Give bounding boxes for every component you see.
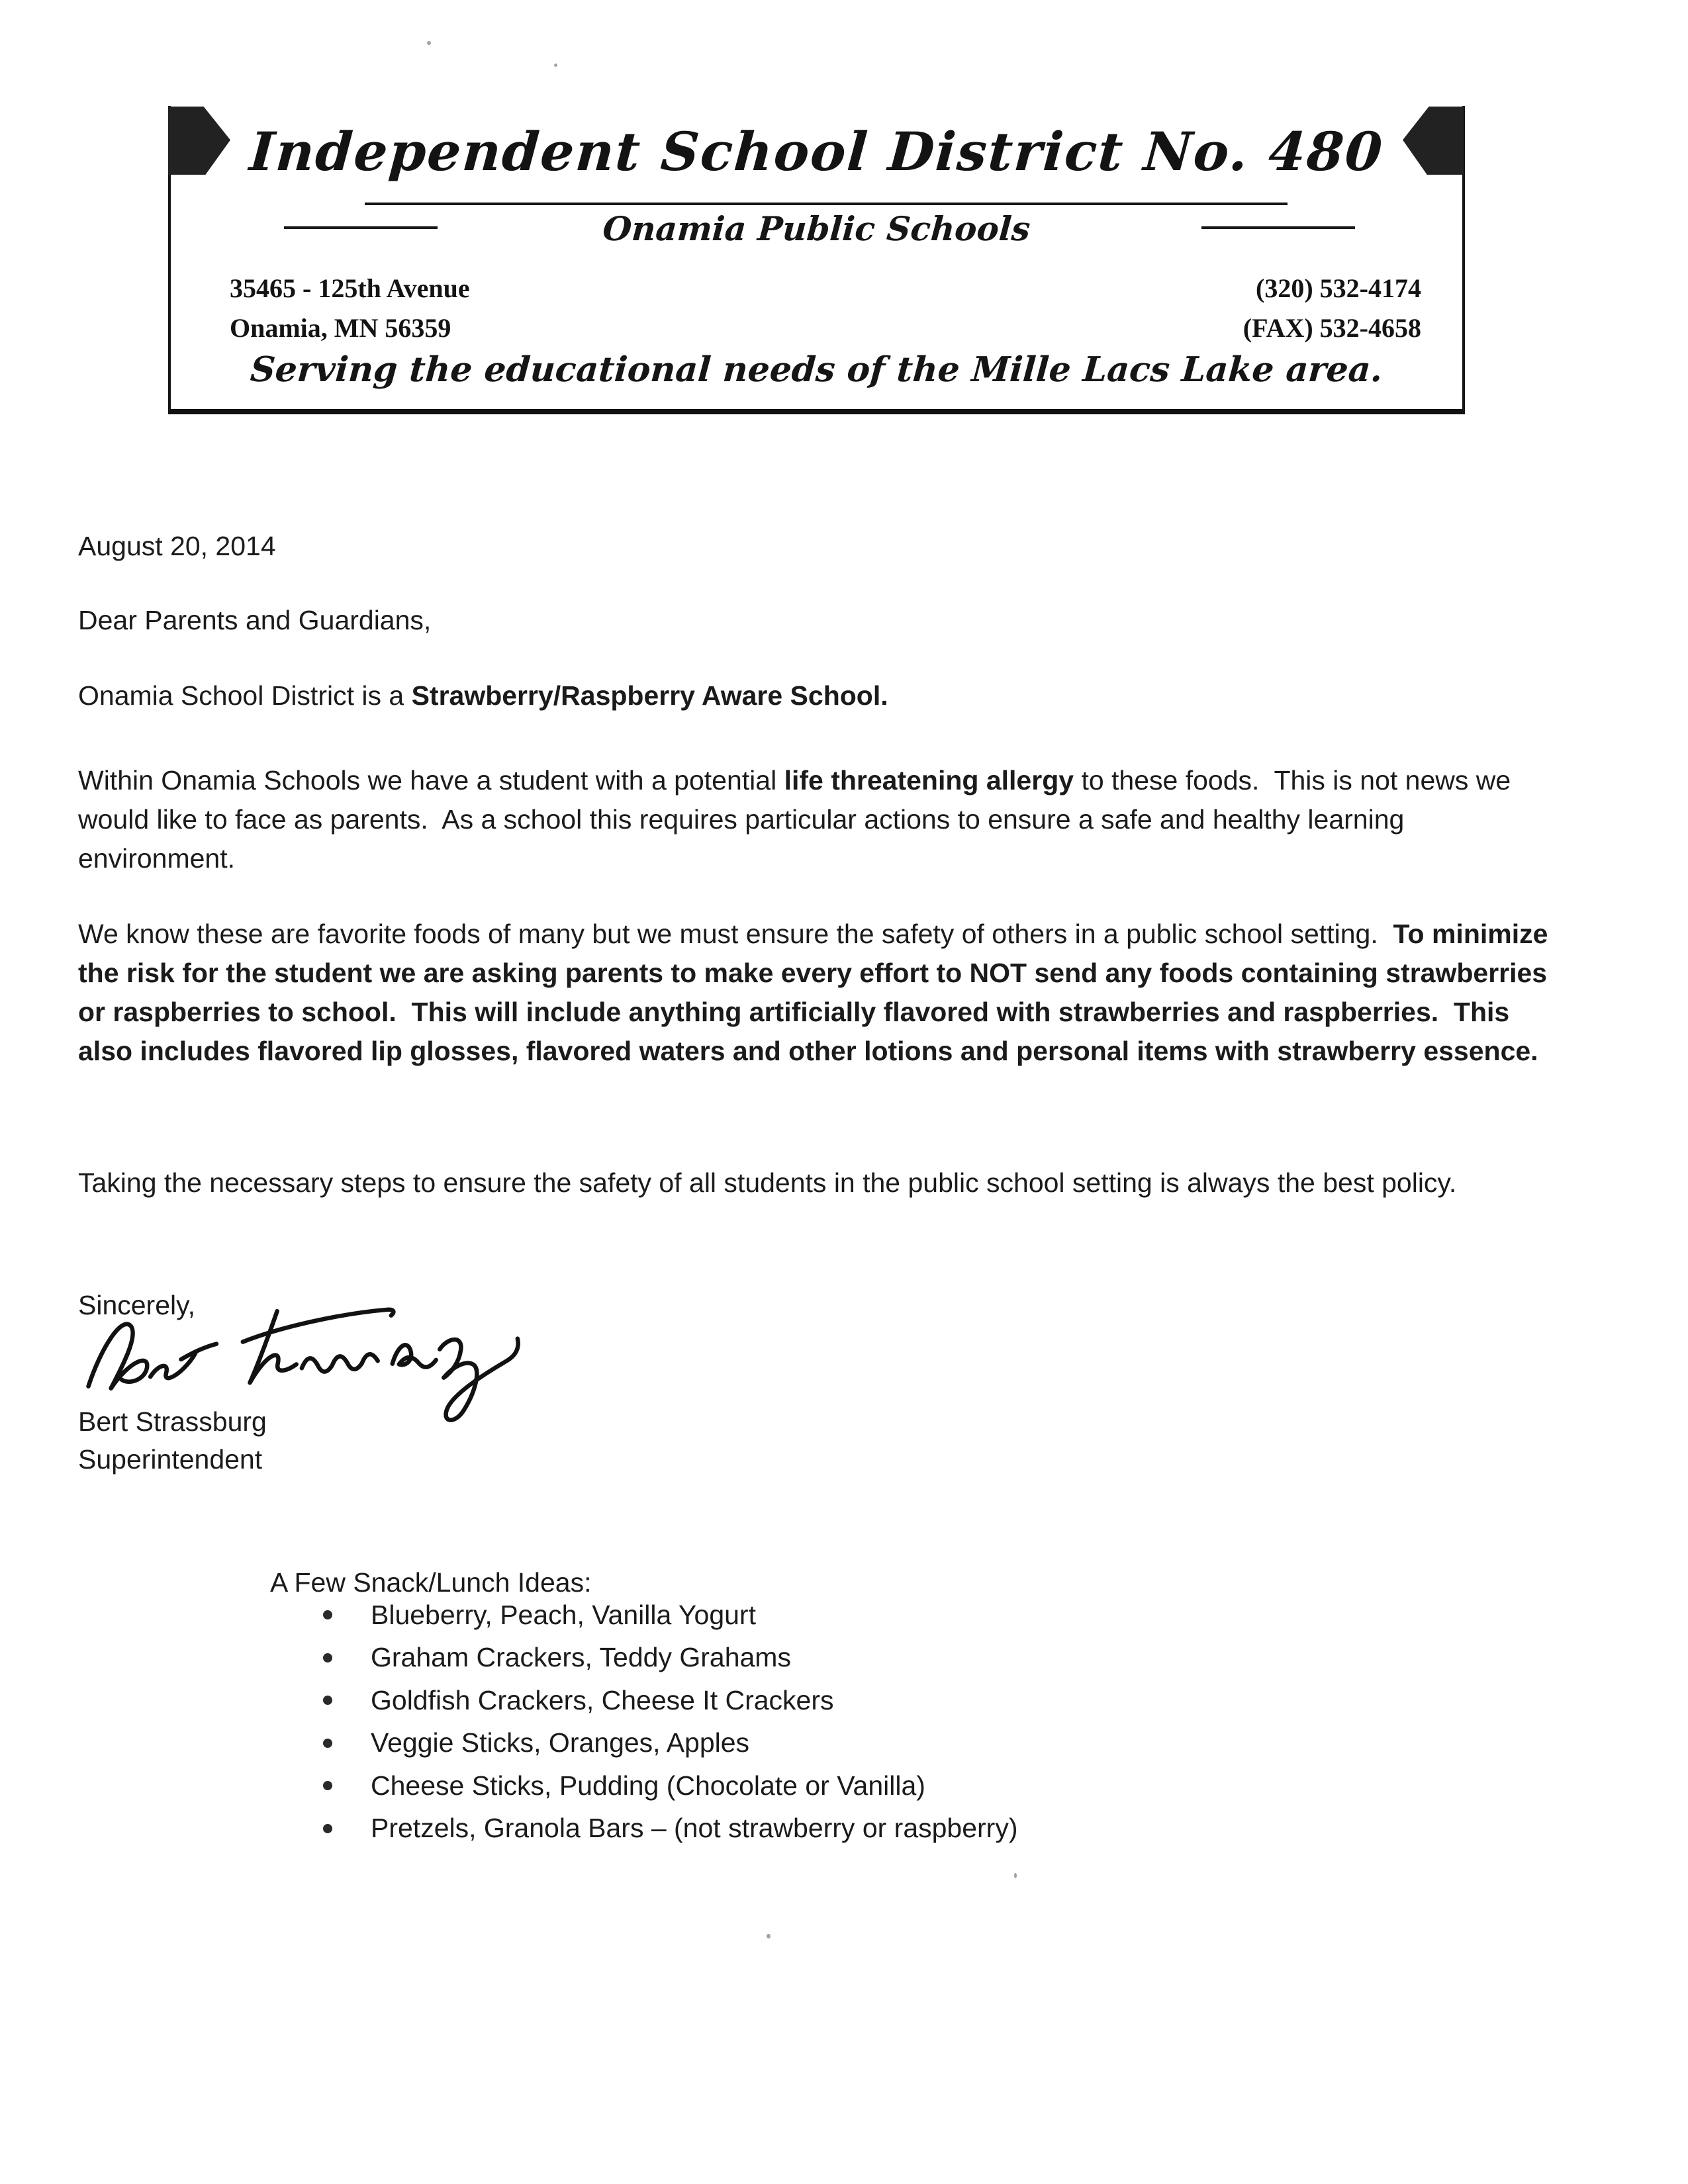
intro-paragraph	[78, 676, 1561, 715]
list-item	[270, 1722, 1018, 1765]
para2-bold-text: To minimize the risk for the student we are asking parents to make every effort to NOT send any foods containing strawberries or raspberries to school. This will include anything artificially flavored with strawberries and raspberries. This also includes flavored lip glosses, flavored waters and other lotions and personal items with strawberry essence.	[78, 919, 1556, 1066]
list-item-text: Veggie Sticks, Oranges, Apples	[371, 1727, 750, 1758]
list-item	[270, 1764, 1018, 1807]
list-item-text: Blueberry, Peach, Vanilla Yogurt	[371, 1599, 756, 1630]
snack-ideas-heading: A Few Snack/Lunch Ideas:	[270, 1567, 592, 1598]
school-name-dash-left	[284, 226, 438, 229]
bullet-icon	[323, 1610, 332, 1619]
list-item-text: Cheese Sticks, Pudding (Chocolate or Vanilla)	[371, 1770, 925, 1801]
salutation: Dear Parents and Guardians,	[78, 605, 432, 635]
scan-speck	[427, 41, 431, 45]
bullet-icon	[323, 1781, 332, 1790]
list-item	[270, 1637, 1018, 1680]
scan-speck	[767, 1934, 771, 1938]
scan-speck	[554, 64, 557, 67]
list-item-text: Pretzels, Granola Bars – (not strawberry or raspberry)	[371, 1813, 1018, 1844]
bullet-icon	[323, 1824, 332, 1833]
letterhead-box	[168, 106, 1465, 414]
school-name: Onamia Public Schools	[601, 209, 1032, 248]
intro-text: Onamia School District is a	[78, 680, 412, 711]
para2-text: We know these are favorite foods of many but we must ensure the safety of others in a public school setting.	[78, 919, 1393, 949]
district-name: Independent School District No. 480	[247, 120, 1385, 183]
para1-text-1: Within Onamia Schools we have a student with a potential	[78, 765, 784, 796]
para1-bold-text: life threatening allergy	[784, 765, 1074, 796]
address-line1: 35465 - 125th Avenue	[230, 273, 470, 303]
list-item	[270, 1679, 1018, 1722]
list-item-text: Goldfish Crackers, Cheese It Crackers	[371, 1684, 834, 1715]
letterhead-phones	[1243, 269, 1421, 348]
closing: Sincerely,	[78, 1290, 195, 1320]
letterhead-tagline: Serving the educational needs of the Mille Lacs Lake area.	[249, 349, 1384, 390]
paragraph-allergy	[78, 761, 1561, 878]
fax-number: (FAX) 532-4658	[1243, 313, 1421, 343]
bullet-icon	[323, 1739, 332, 1748]
para1-text-2: to these foods. This is not news we would like to face as parents. As a school this requires particular actions to ensure a safe and healthy learning environment.	[78, 765, 1519, 874]
snack-ideas-list	[270, 1594, 1018, 1850]
signer-title: Superintendent	[78, 1444, 263, 1475]
paragraph-policy: Taking the necessary steps to ensure the safety of all students in the public school setting is always the best policy.	[78, 1167, 1457, 1198]
signer-name: Bert Strassburg	[78, 1406, 267, 1437]
intro-bold-text: Strawberry/Raspberry Aware School.	[411, 680, 888, 711]
paragraph-request	[78, 915, 1561, 1071]
list-item-text: Graham Crackers, Teddy Grahams	[371, 1642, 791, 1673]
address-line2: Onamia, MN 56359	[230, 313, 451, 343]
title-underline	[365, 203, 1288, 205]
scan-speck	[1014, 1873, 1017, 1878]
school-name-dash-right	[1201, 226, 1355, 229]
bullet-icon	[323, 1696, 332, 1705]
letterhead-address	[230, 269, 470, 348]
list-item	[270, 1594, 1018, 1637]
list-item	[270, 1807, 1018, 1850]
bullet-icon	[323, 1653, 332, 1662]
letter-date: August 20, 2014	[78, 531, 276, 561]
phone-number: (320) 532-4174	[1256, 273, 1421, 303]
